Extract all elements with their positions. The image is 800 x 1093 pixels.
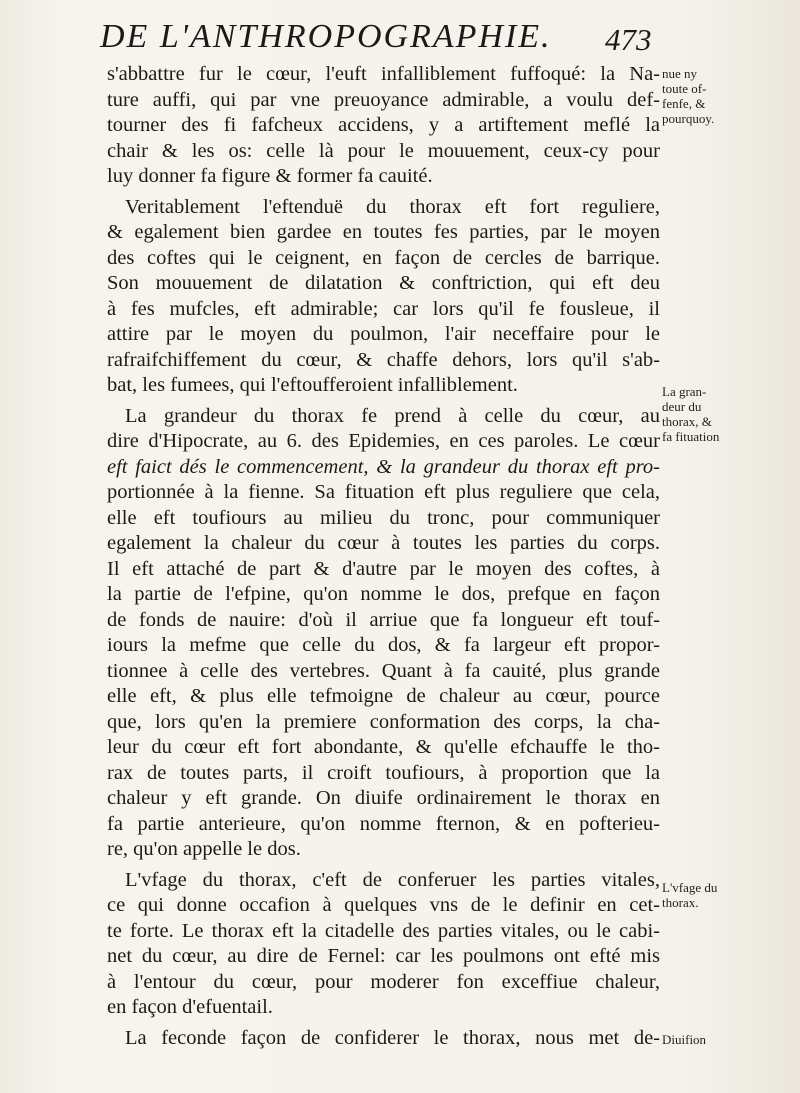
text-line: la partie de l'efpine, qu'on nomme le dos, prefque en façon	[107, 583, 660, 605]
text-line: leur du cœur eft fort abondante, & qu'elle efchauffe le tho-	[107, 736, 660, 758]
text-line: eft faict dés le commencement, & la grandeur du thorax eft pro-	[107, 455, 660, 478]
margin-note-line: thorax, &	[662, 414, 712, 429]
text-line: rafraifchiffement du cœur, & chaffe dehors, lors qu'il s'ab-	[107, 348, 660, 371]
text-line: ce qui donne occafion à quelques vns de le definir en cet-	[107, 894, 660, 916]
margin-note-vfage	[662, 880, 782, 910]
text-line: à l'entour du cœur, pour moderer fon exceffiue chaleur,	[107, 970, 660, 993]
text-line: luy donner fa figure & former fa cauité.	[107, 165, 433, 187]
body-text	[107, 62, 660, 1051]
text-line: dire d'Hipocrate, au 6. des Epidemies, en ces paroles. Le cœur	[107, 430, 660, 452]
text-line: portionnée à la fienne. Sa fituation eft plus reguliere que cela,	[107, 481, 660, 503]
text-line: L'vfage du thorax, c'eft de conferuer les parties vitales,	[125, 868, 660, 891]
margin-note-line: thorax.	[662, 895, 699, 910]
text-line: chaleur y eft grande. On diuife ordinairement le thorax en	[107, 787, 660, 809]
text-line: chair & les os: celle là pour le mouuement, ceux-cy pour	[107, 139, 660, 162]
text-line: à fes mufcles, eft admirable; car lors qu'il fe fousleue, il	[107, 297, 660, 320]
text-line: que, lors qu'en la premiere conformation des corps, la cha-	[107, 710, 660, 733]
margin-note-line: L'vfage du	[662, 880, 718, 895]
paragraph	[107, 1026, 660, 1052]
text-line: fa partie anterieure, qu'on nomme fternon, & en pofterieu-	[107, 812, 660, 835]
text-line: bat, les fumees, qui l'eftoufferoient infalliblement.	[107, 374, 518, 396]
text-line: s'abbattre fur le cœur, l'euft infalliblement fuffoqué: la Na-	[107, 63, 660, 85]
running-title: DE L'ANTHROPOGRAPHIE.	[100, 18, 552, 55]
text-line: & egalement bien gardee en toutes fes parties, par le moyen	[107, 221, 660, 243]
text-line: de fonds de nauire: d'où il arriue que fa longueur eft touf-	[107, 608, 660, 631]
text-line: net du cœur, au dire de Fernel: car les poulmons ont efté mis	[107, 945, 660, 967]
text-line: egalement la chaleur du cœur à toutes les parties du corps.	[107, 532, 660, 554]
paragraph	[107, 404, 660, 863]
paragraph	[107, 868, 660, 1021]
margin-note-line: deur du	[662, 399, 702, 414]
text-line: La feconde façon de confiderer le thorax, nous met de-	[125, 1026, 660, 1049]
text-line: elle eft toufiours au milieu du tronc, pour communiquer	[107, 506, 660, 529]
margin-note-line: toute of-	[662, 81, 707, 96]
text-line: tionnee à celle des vertebres. Quant à fa cauité, plus grande	[107, 659, 660, 682]
page-number: 473	[605, 22, 652, 57]
paragraph	[107, 195, 660, 399]
text-line: La grandeur du thorax fe prend à celle du cœur, au	[125, 404, 660, 427]
text-line: en façon d'efuentail.	[107, 996, 273, 1018]
text-line: tourner des fi fafcheux accidens, y a artiftement meflé la	[107, 114, 660, 136]
text-line: te forte. Le thorax eft la citadelle des parties vitales, ou le cabi-	[107, 919, 660, 942]
text-line: Il eft attaché de part & d'autre par le moyen des coftes, à	[107, 557, 660, 580]
text-line: des coftes qui le ceignent, en façon de cercles de barrique.	[107, 246, 660, 269]
margin-note-diuifion	[662, 1032, 782, 1047]
margin-note-fenfe	[662, 66, 782, 126]
margin-note-line: fenfe, &	[662, 96, 706, 111]
margin-note-line: Diuifion	[662, 1032, 707, 1047]
margin-note-line: fa fituation	[662, 429, 720, 444]
text-line: ture auffi, qui par vne preuoyance admirable, a voulu def-	[107, 88, 660, 111]
text-line: rax de toutes parts, il croift toufiours, à proportion que la	[107, 761, 660, 784]
margin-note-line: nue ny	[662, 66, 698, 81]
text-line: iours la mefme que celle du dos, & fa largeur eft propor-	[107, 634, 660, 656]
text-line: attire par le moyen du poulmon, l'air neceffaire pour le	[107, 323, 660, 345]
text-line: re, qu'on appelle le dos.	[107, 838, 301, 860]
margin-note-grandeur	[662, 384, 782, 444]
margin-note-line: pourquoy.	[662, 111, 715, 126]
paragraph	[107, 62, 660, 190]
text-line: Son mouuement de dilatation & conftriction, qui eft deu	[107, 272, 660, 294]
text-line: elle eft, & plus elle tefmoigne de chaleur au cœur, pource	[107, 685, 660, 707]
margin-note-line: La gran-	[662, 384, 707, 399]
text-line: Veritablement l'eftenduë du thorax eft fort reguliere,	[125, 195, 660, 218]
